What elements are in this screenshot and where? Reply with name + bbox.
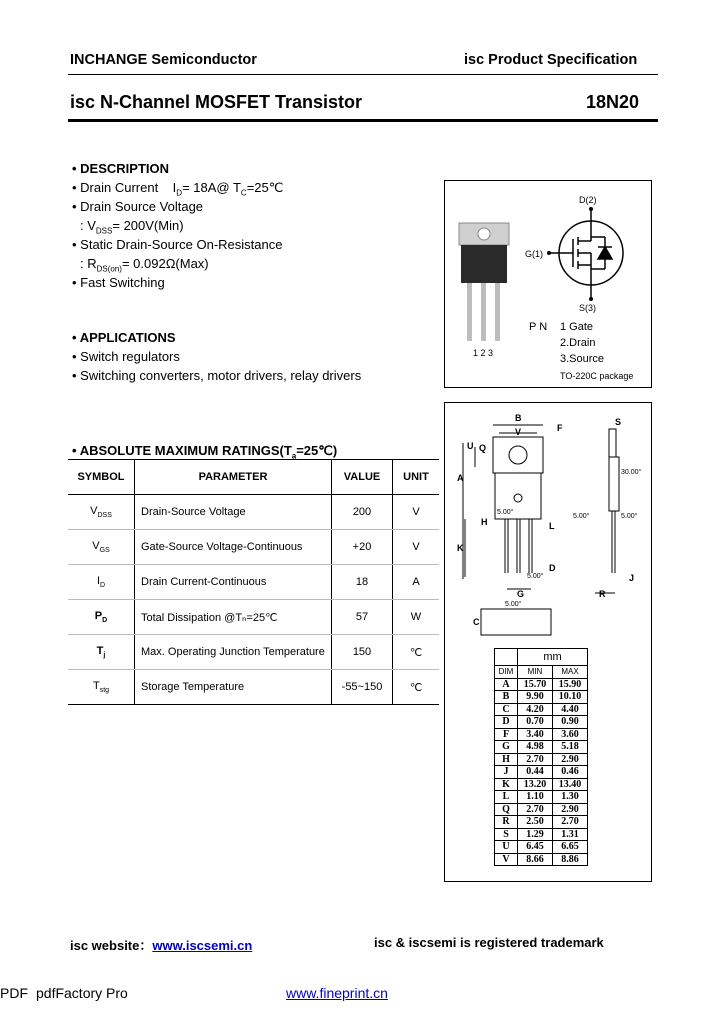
parameter-cell: Total Dissipation @Tₙ=25℃ — [135, 600, 332, 635]
vdss-value: : $V_{DSS}= 200V(Min)$ — [80, 218, 184, 236]
drain-current-line: • Drain Current $I_D=$ 18A@ $T_C=25℃$ — [72, 180, 284, 198]
dim-letter: J — [495, 766, 518, 779]
dim-min: 8.66 — [518, 853, 553, 866]
table-row — [495, 753, 588, 766]
dim-s-label: S — [615, 417, 622, 427]
table-row — [495, 741, 588, 754]
unit-cell: V — [393, 530, 440, 565]
col-parameter: PARAMETER — [135, 460, 332, 495]
dim-min: 13.20 — [518, 778, 553, 791]
value-cell: 200 — [332, 495, 393, 530]
website-label: isc website： — [70, 938, 153, 953]
value-cell: +20 — [332, 530, 393, 565]
dim-max: 0.90 — [553, 716, 588, 729]
to220-package-icon — [459, 223, 509, 341]
dim-a-label: A — [457, 473, 464, 483]
dim-letter: A — [495, 678, 518, 691]
description-heading: • DESCRIPTION — [72, 161, 170, 176]
dim-letter: K — [495, 778, 518, 791]
dimensions-table — [494, 648, 588, 866]
pin1-label: 1 Gate — [560, 321, 594, 333]
website-line — [70, 935, 252, 954]
table-row — [495, 803, 588, 816]
dim-max: 5.18 — [553, 741, 588, 754]
dim-q-label: Q — [479, 443, 487, 453]
dim-g-label: G — [517, 589, 525, 599]
rds-value: : $R_{DS(on)}= 0.092\Omega(Max)$ — [80, 256, 209, 274]
dim-letter: D — [495, 716, 518, 729]
ratings-table — [68, 459, 439, 705]
angle-label: 5.00° — [497, 509, 514, 516]
pin-header: P N — [529, 321, 548, 333]
dim-min: 3.40 — [518, 728, 553, 741]
dim-min: 4.98 — [518, 741, 553, 754]
outline-drawing — [445, 403, 651, 643]
table-row — [495, 816, 588, 829]
dim-col-max: MAX — [553, 666, 588, 679]
application-item: • Switching converters, motor drivers, relay drivers — [72, 368, 362, 383]
applications-heading: • APPLICATIONS — [72, 330, 176, 345]
drain-pin-label: D(2) — [579, 195, 597, 205]
symbol-cell: $P_D$ — [68, 600, 135, 635]
application-item: • Switch regulators — [72, 349, 180, 364]
dim-letter: H — [495, 753, 518, 766]
title-divider — [68, 119, 658, 122]
dim-max: 2.90 — [553, 753, 588, 766]
dim-f-label: F — [557, 423, 563, 433]
dim-b-label: B — [515, 413, 522, 423]
table-row — [495, 678, 588, 691]
value-cell: 57 — [332, 600, 393, 635]
dim-letter: C — [495, 703, 518, 716]
table-row — [495, 716, 588, 729]
dim-max: 2.90 — [553, 803, 588, 816]
dim-min: 1.29 — [518, 828, 553, 841]
symbol-cell: $V_{GS}$ — [68, 530, 135, 565]
unit-cell: W — [393, 600, 440, 635]
ratings-heading: • ABSOLUTE MAXIMUM $RATINGS(T_a=25℃)$ — [72, 443, 338, 461]
dim-max: 15.90 — [553, 678, 588, 691]
angle-label: 30.00° — [621, 469, 642, 476]
dim-min: 2.70 — [518, 753, 553, 766]
vdss-label: • Drain Source Voltage — [72, 199, 204, 214]
dim-letter: B — [495, 691, 518, 704]
symbol-cell: $I_D$ — [68, 565, 135, 600]
dim-min: 9.90 — [518, 691, 553, 704]
angle-label: 5.00° — [621, 513, 638, 520]
dim-max: 10.10 — [553, 691, 588, 704]
dim-letter: S — [495, 828, 518, 841]
table-row — [495, 828, 588, 841]
table-row — [495, 691, 588, 704]
dim-min: 2.70 — [518, 803, 553, 816]
table-row — [495, 766, 588, 779]
pdf-label: PDF — [0, 985, 28, 1001]
dim-max: 4.40 — [553, 703, 588, 716]
table-row — [495, 841, 588, 854]
table-row — [68, 565, 439, 600]
table-row — [495, 778, 588, 791]
dim-v-label: V — [515, 427, 522, 437]
angle-label: 5.00° — [527, 573, 544, 580]
trademark-notice: isc & iscsemi is registered trademark — [374, 935, 604, 950]
package-name: TO-220C package — [560, 371, 634, 381]
table-row — [68, 495, 439, 530]
dim-letter: L — [495, 791, 518, 804]
dim-col-min: MIN — [518, 666, 553, 679]
symbol-cell: $T_j$ — [68, 635, 135, 670]
table-row — [495, 703, 588, 716]
dim-l-label: L — [549, 521, 555, 531]
dim-letter: Q — [495, 803, 518, 816]
dim-min: 1.10 — [518, 791, 553, 804]
header-divider — [68, 74, 658, 75]
source-pin-label: S(3) — [579, 303, 597, 313]
col-value: VALUE — [332, 460, 393, 495]
dim-max: 8.86 — [553, 853, 588, 866]
dim-header-row — [495, 666, 588, 679]
parameter-cell: Drain-Source Voltage — [135, 495, 332, 530]
dim-letter: U — [495, 841, 518, 854]
dim-letter: F — [495, 728, 518, 741]
dim-min: 6.45 — [518, 841, 553, 854]
dim-col-dim: DIM — [495, 666, 518, 679]
unit-cell: ℃ — [393, 670, 440, 705]
unit-cell: ℃ — [393, 635, 440, 670]
dim-min: 15.70 — [518, 678, 553, 691]
dim-d-label: D — [549, 563, 556, 573]
table-row — [495, 728, 588, 741]
pin3-label: 3.Source — [560, 353, 605, 365]
mosfet-symbol-icon — [549, 209, 623, 299]
dim-letter: G — [495, 741, 518, 754]
dim-max: 1.30 — [553, 791, 588, 804]
value-cell: 150 — [332, 635, 393, 670]
table-row — [68, 600, 439, 635]
fineprint-link[interactable]: www.fineprint.cn — [286, 985, 388, 1001]
package-box — [444, 180, 652, 388]
dim-max: 2.70 — [553, 816, 588, 829]
pdf-product: pdfFactory Pro — [36, 985, 128, 1001]
angle-label: 5.00° — [573, 513, 590, 520]
dim-min: 0.70 — [518, 716, 553, 729]
dim-max: 3.60 — [553, 728, 588, 741]
parameter-cell: Max. Operating Junction Temperature — [135, 635, 332, 670]
dim-r-label: R — [599, 589, 606, 599]
rds-label: • Static Drain-Source On-Resistance — [72, 237, 283, 252]
col-symbol: SYMBOL — [68, 460, 135, 495]
dim-min: 4.20 — [518, 703, 553, 716]
parameter-cell: Storage Temperature — [135, 670, 332, 705]
dim-unit: mm — [518, 649, 588, 666]
company-name: INCHANGE Semiconductor — [70, 52, 257, 68]
table-row — [68, 670, 439, 705]
dim-h-label: H — [481, 517, 488, 527]
dim-max: 6.65 — [553, 841, 588, 854]
ratings-header-row — [68, 460, 439, 495]
dim-unit-blank — [495, 649, 518, 666]
dim-unit-row — [495, 649, 588, 666]
unit-cell: A — [393, 565, 440, 600]
dim-max: 1.31 — [553, 828, 588, 841]
parameter-cell: Drain Current-Continuous — [135, 565, 332, 600]
dim-min: 2.50 — [518, 816, 553, 829]
symbol-cell: $T_{stg}$ — [68, 670, 135, 705]
website-link[interactable]: www.iscsemi.cn — [152, 938, 253, 953]
spec-label: isc Product Specification — [464, 52, 638, 68]
value-cell: 18 — [332, 565, 393, 600]
unit-cell: V — [393, 495, 440, 530]
dim-u-label: U — [467, 441, 474, 451]
dim-letter: V — [495, 853, 518, 866]
dim-letter: R — [495, 816, 518, 829]
symbol-cell: $V_{DSS}$ — [68, 495, 135, 530]
dim-min: 0.44 — [518, 766, 553, 779]
fast-switching: • Fast Switching — [72, 275, 165, 290]
pin2-label: 2.Drain — [560, 337, 596, 349]
dim-max: 0.46 — [553, 766, 588, 779]
value-cell: -55~150 — [332, 670, 393, 705]
product-title: isc N-Channel MOSFET Transistor — [70, 92, 363, 112]
dim-c-label: C — [473, 617, 480, 627]
pin-numbers: 1 2 3 — [473, 348, 494, 358]
angle-label: 5.00° — [505, 601, 522, 608]
parameter-cell: Gate-Source Voltage-Continuous — [135, 530, 332, 565]
table-row — [68, 530, 439, 565]
part-number: 18N20 — [586, 92, 640, 112]
col-unit: UNIT — [393, 460, 440, 495]
table-row — [495, 791, 588, 804]
dim-k-label: K — [457, 543, 464, 553]
gate-pin-label: G(1) — [525, 249, 543, 259]
dim-j-label: J — [629, 573, 635, 583]
table-row — [495, 853, 588, 866]
dim-max: 13.40 — [553, 778, 588, 791]
table-row — [68, 635, 439, 670]
